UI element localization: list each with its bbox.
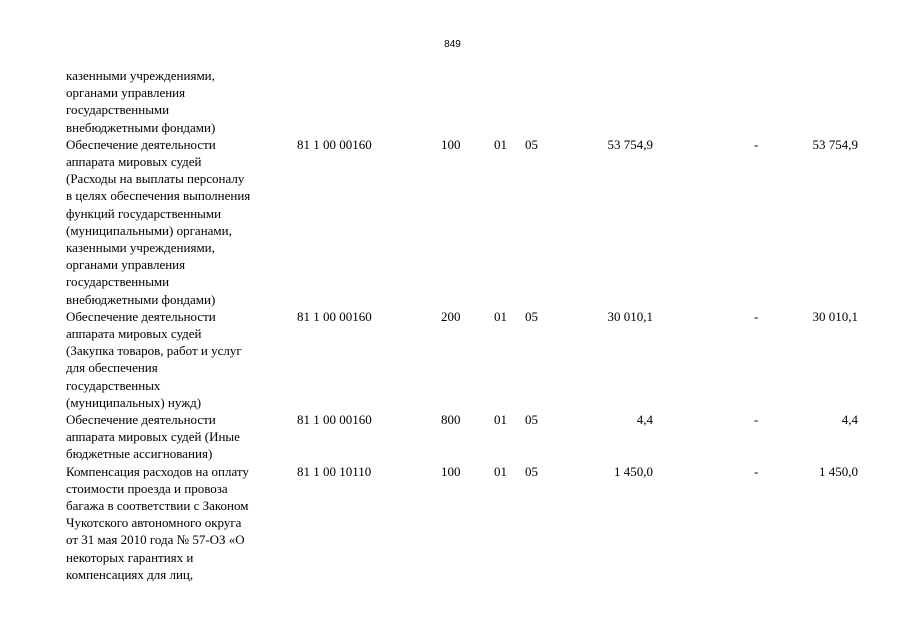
subsection-code: 05 [525,412,538,428]
item-description: Обеспечение деятельности аппарата мировых судей (Расходы на выплаты персоналу в целях обеспечения выполнения функций государственными (муниципальными) органами, казенными учреждениями, органами управления государственными внебюджетными фондами) [66,136,251,307]
approved-sum: 1 450,0 [614,463,653,479]
section-code: 01 [494,412,507,428]
table-row [0,67,905,136]
section-code: 01 [494,463,507,479]
change-sum: - [754,136,759,152]
section-code: 01 [494,136,507,152]
table-row [0,308,905,411]
table-row [0,136,905,308]
budget-table [0,67,905,583]
item-description: Обеспечение деятельности аппарата мировых судей (Закупка товаров, работ и услуг для обеспечения государственных (муниципальных) нужд) [66,308,242,410]
table-row [0,463,905,583]
target-code: 81 1 00 00160 [297,308,372,324]
item-description: Компенсация расходов на оплату стоимости проезда и провоза багажа в соответствии с Законом Чукотского автономного округа от 31 мая 2010 года № 57-ОЗ «О некоторых гарантиях и компенсациях для лиц, [66,463,249,582]
approved-sum: 53 754,9 [607,136,653,152]
total-sum: 4,4 [841,412,858,428]
change-sum: - [754,463,759,479]
page-number: 849 [444,39,461,50]
expense-type: 800 [441,412,461,428]
table-row [0,411,905,463]
total-sum: 30 010,1 [812,308,858,324]
total-sum: 53 754,9 [812,136,858,152]
target-code: 81 1 00 10110 [297,463,372,479]
total-sum: 1 450,0 [819,463,858,479]
target-code: 81 1 00 00160 [297,136,372,152]
expense-type: 100 [441,136,461,152]
subsection-code: 05 [525,308,538,324]
target-code: 81 1 00 00160 [297,412,372,428]
subsection-code: 05 [525,136,538,152]
item-description: Обеспечение деятельности аппарата мировых судей (Иные бюджетные ассигнования) [66,412,240,462]
section-code: 01 [494,308,507,324]
subsection-code: 05 [525,463,538,479]
approved-sum: 30 010,1 [607,308,653,324]
expense-type: 100 [441,463,461,479]
item-description: казенными учреждениями, органами управления государственными внебюджетными фондами) [66,68,216,135]
change-sum: - [754,308,759,324]
approved-sum: 4,4 [636,412,653,428]
expense-type: 200 [441,308,461,324]
change-sum: - [754,412,759,428]
